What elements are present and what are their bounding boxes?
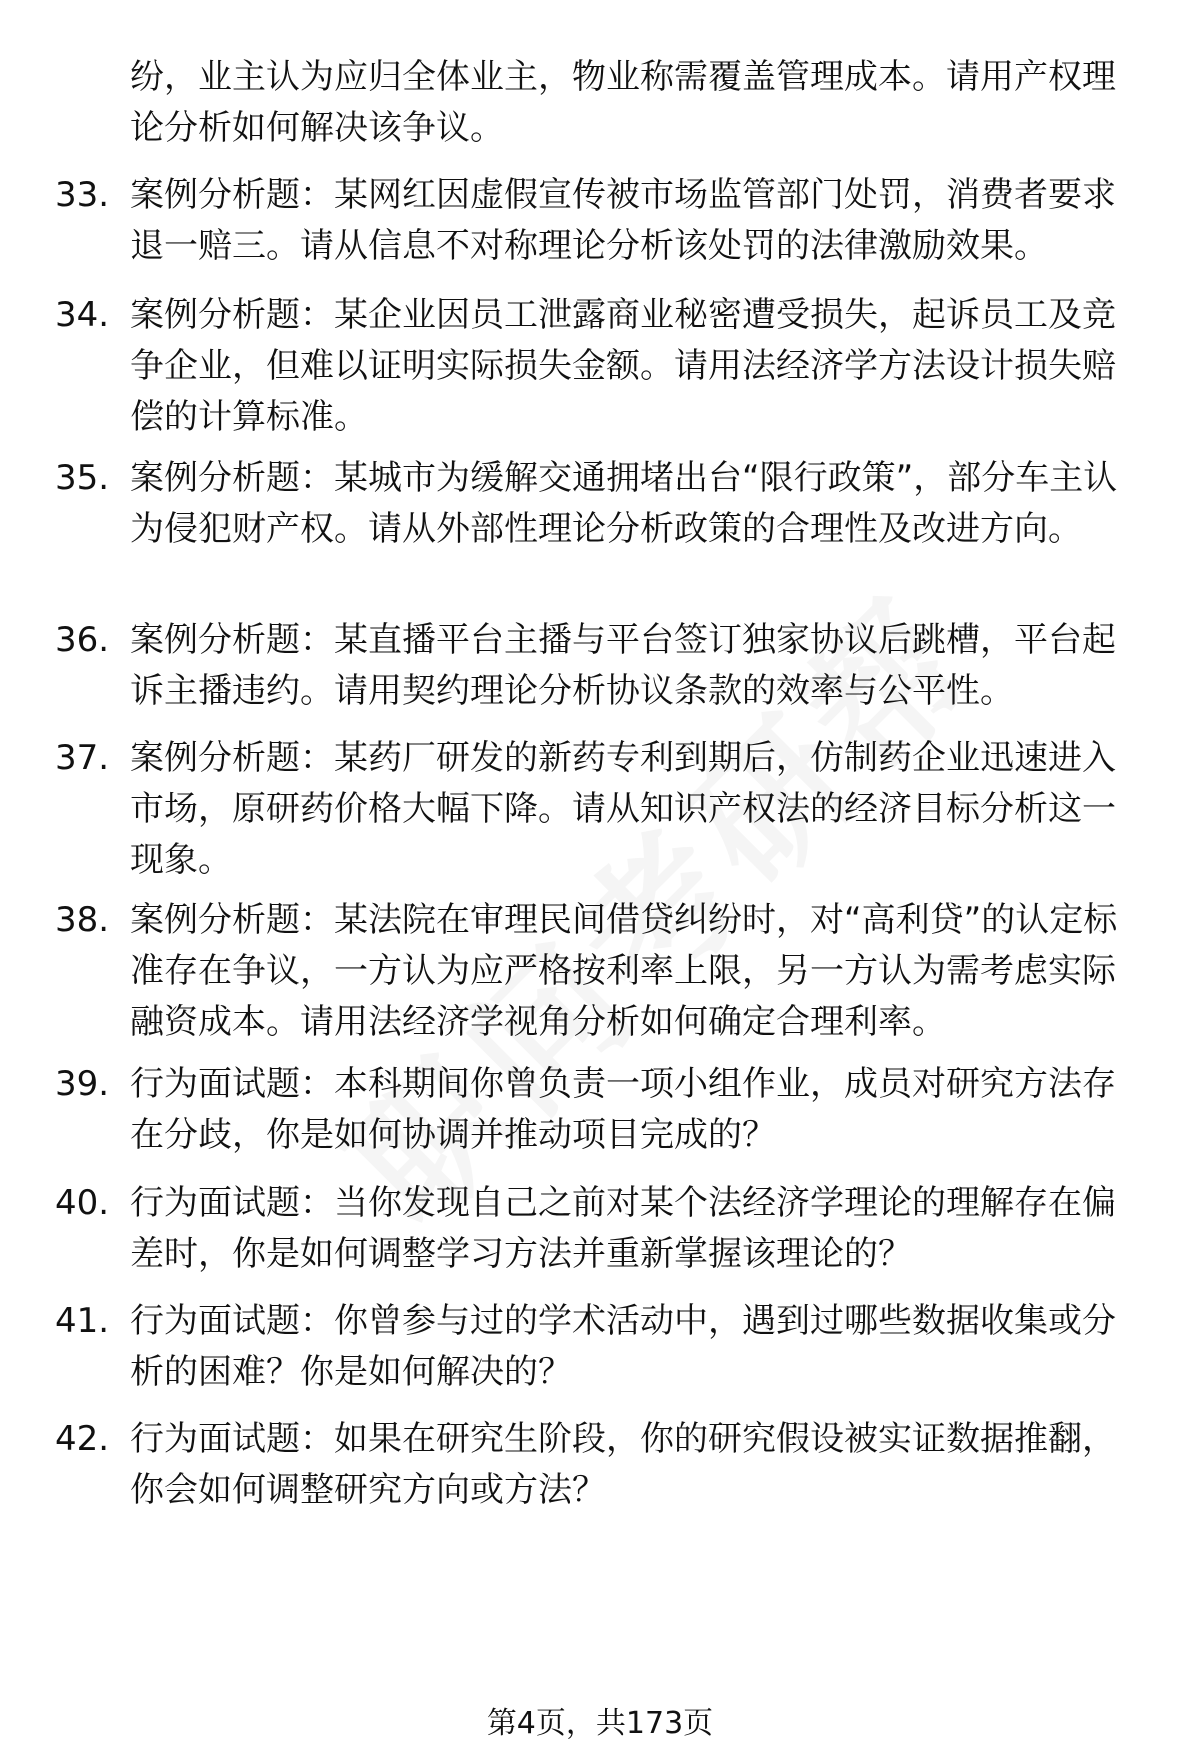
continued-question-text: 纷，业主认为应归全体业主，物业称需覆盖管理成本。请用产权理论分析如何解决该争议。	[130, 57, 1116, 148]
question-text: 行为面试题：当你发现自己之前对某个法经济学理论的理解存在偏差时，你是如何调整学习方法并重新掌握该理论的？	[130, 1183, 1116, 1274]
question-number: 39.	[55, 1064, 110, 1104]
question-text: 案例分析题：某网红因虚假宣传被市场监管部门处罚，消费者要求退一赔三。请从信息不对称理论分析该处罚的法律激励效果。	[130, 175, 1116, 266]
question-number: 35.	[55, 458, 110, 498]
question-number: 34.	[55, 295, 110, 335]
question-number: 36.	[55, 620, 110, 660]
question-text: 案例分析题：某药厂研发的新药专利到期后，仿制药企业迅速进入市场，原研药价格大幅下降。请从知识产权法的经济目标分析这一现象。	[130, 738, 1116, 880]
question-text: 案例分析题：某法院在审理民间借贷纠纷时，对“高利贷”的认定标准存在争议，一方认为应严格按利率上限，另一方认为需考虑实际融资成本。请用法经济学视角分析如何确定合理利率。	[130, 900, 1118, 1042]
question-number: 42.	[55, 1419, 110, 1459]
question-text: 行为面试题：本科期间你曾负责一项小组作业，成员对研究方法存在分歧，你是如何协调并推动项目完成的？	[130, 1064, 1116, 1155]
question-text: 案例分析题：某直播平台主播与平台签订独家协议后跳槽，平台起诉主播违约。请用契约理论分析协议条款的效率与公平性。	[130, 620, 1116, 711]
question-number: 41.	[55, 1301, 110, 1341]
question-number: 38.	[55, 900, 110, 940]
question-text: 行为面试题：你曾参与过的学术活动中，遇到过哪些数据收集或分析的困难？你是如何解决的？	[130, 1301, 1116, 1392]
question-text: 案例分析题：某企业因员工泄露商业秘密遭受损失，起诉员工及竞争企业，但难以证明实际损失金额。请用法经济学方法设计损失赔偿的计算标准。	[130, 295, 1116, 437]
question-text: 行为面试题：如果在研究生阶段，你的研究假设被实证数据推翻，你会如何调整研究方向或方法？	[130, 1419, 1116, 1510]
question-number: 37.	[55, 738, 110, 778]
page-number-footer: 第4页，共173页	[486, 1706, 714, 1741]
question-text: 案例分析题：某城市为缓解交通拥堵出台“限行政策”，部分车主认为侵犯财产权。请从外部性理论分析政策的合理性及改进方向。	[130, 458, 1118, 549]
question-number: 33.	[55, 175, 110, 215]
question-number: 40.	[55, 1183, 110, 1223]
